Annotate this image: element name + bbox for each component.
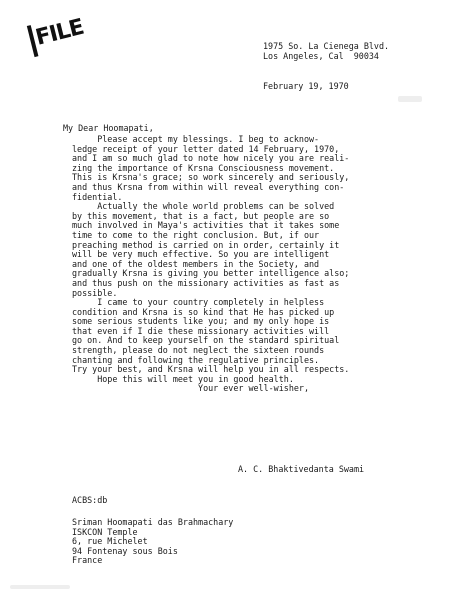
recipient-line-4: 94 Fontenay sous Bois xyxy=(72,545,178,556)
body-line: gradually Krsna is giving you better intelligence also; xyxy=(72,268,350,279)
body-line: chanting and following the regulative principles. xyxy=(72,354,320,365)
body-line: that even if I die these missionary activities will xyxy=(72,325,330,336)
body-line: ledge receipt of your letter dated 14 February, 1970, xyxy=(72,143,340,154)
recipient-line-5: France xyxy=(72,555,103,566)
body-line: by this movement, that is a fact, but people are so xyxy=(72,210,330,221)
sender-address-line-1: 1975 So. La Cienega Blvd. xyxy=(263,41,390,51)
body-line: go on. And to keep yourself on the standard spiritual xyxy=(72,335,340,346)
file-stamp: FILE xyxy=(27,15,79,57)
recipient-line-2: ISKCON Temple xyxy=(72,526,138,537)
recipient-address xyxy=(72,518,233,566)
body-line: fidential. xyxy=(72,191,123,202)
letter-body xyxy=(72,135,349,394)
body-line: Actually the whole world problems can be solved xyxy=(72,201,335,212)
body-line: Hope this will meet you in good health. xyxy=(72,373,294,384)
body-line: and thus push on the missionary activities as fast as xyxy=(72,277,340,288)
body-line: strength, please do not neglect the sixteen rounds xyxy=(72,345,325,356)
recipient-line-3: 6, rue Michelet xyxy=(72,536,148,547)
scan-smudge xyxy=(398,96,422,102)
body-line: Try your best, and Krsna will help you in all respects. xyxy=(72,364,350,375)
body-line: I came to your country completely in helpless xyxy=(72,297,325,308)
body-line: Your ever well-wisher, xyxy=(72,383,309,394)
signature-name: A. C. Bhaktivedanta Swami xyxy=(238,464,365,474)
body-line: and one of the oldest members in the Society, and xyxy=(72,258,320,269)
letter-date: February 19, 1970 xyxy=(263,81,349,91)
typist-initials: ACBS:db xyxy=(72,495,108,505)
sender-address xyxy=(263,42,389,61)
body-line: preaching method is carried on in order, certainly it xyxy=(72,239,340,250)
body-line: and I am so much glad to note how nicely you are reali- xyxy=(72,153,350,164)
body-line: zing the importance of Krsna Consciousness movement. xyxy=(72,162,335,173)
body-line: much involved in Maya's activities that it takes some xyxy=(72,220,340,231)
body-line: will be very much effective. So you are intelligent xyxy=(72,249,330,260)
body-line: some serious students like you; and my only hope is xyxy=(72,316,330,327)
body-line: time to come to the right conclusion. But, if our xyxy=(72,229,320,240)
body-line: condition and Krsna is so kind that He has picked up xyxy=(72,306,335,317)
body-line: Please accept my blessings. I beg to acknow- xyxy=(72,134,320,144)
recipient-line-1: Sriman Hoomapati das Brahmachary xyxy=(72,517,234,527)
sender-address-line-2: Los Angeles, Cal 90034 xyxy=(263,50,379,61)
body-line: This is Krsna's grace; so work sincerely and seriously, xyxy=(72,172,350,183)
salutation: My Dear Hoomapati, xyxy=(63,123,154,133)
body-line: and thus Krsna from within will reveal everything con- xyxy=(72,181,345,192)
body-line: possible. xyxy=(72,287,118,298)
scan-smudge xyxy=(10,585,70,589)
